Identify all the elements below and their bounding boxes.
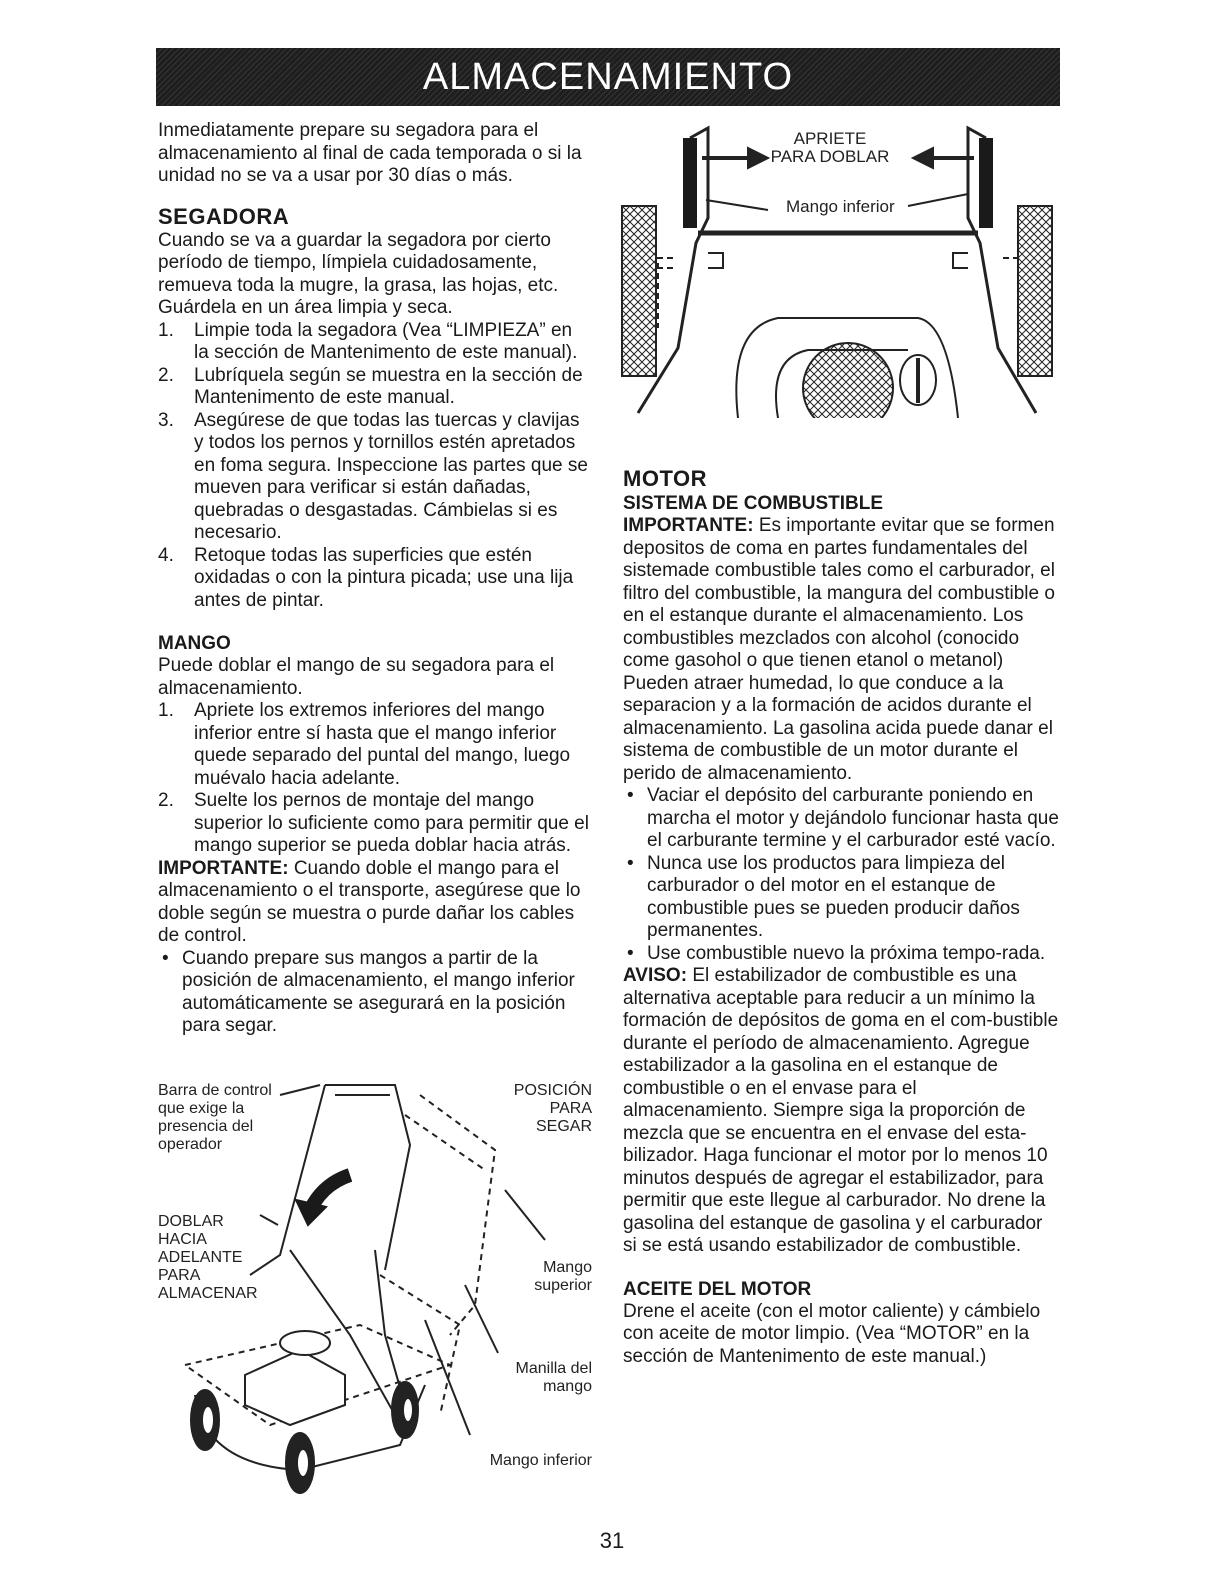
- list-item: • Vaciar el depósito del carburante poniendo en marcha el motor y dejándolo funcionar hasta que el carburante termine y el carburador esté vacío.: [627, 785, 1059, 851]
- mango-heading: MANGO: [158, 633, 231, 654]
- list-item: 3. Asegúrese de que todas las tuercas y clavijas y todos los pernos y tornillos estén apretados en foma segura. Inspeccione las partes que se mueven para verificar si están dañadas, quebradas o desgastadas. Cámbielas si es necesario.: [158, 409, 588, 543]
- left-column: [158, 120, 590, 1038]
- mango-steps: [158, 700, 590, 858]
- segadora-steps: [158, 320, 590, 613]
- aviso-text: AVISO: El estabilizador de combustible es una alternativa aceptable para reducir a un mínimo la formación de depósitos de goma en el com-bustible durante el período de almacenamiento. Agregue estabilizador a la gasolina en el estanque de combustible o en el envase para el almacenamiento. Siempre siga la proporción de mezcla que se encuentra en el envase del esta-bilizador. Haga funcionar el motor por lo menos 10 minutos después de agregar el estabilizador, para permitir que este llegue al carburador. No drene la gasolina del estanque de gasolina y el carburador si se está usando estabilizador de combustible.: [623, 965, 1059, 1256]
- list-item: 1. Limpie toda la segadora (Vea “LIMPIEZA” en la sección de Mantenimento de este manual).: [158, 319, 578, 363]
- segadora-heading: SEGADORA: [158, 203, 290, 229]
- mango-important: IMPORTANTE: Cuando doble el mango para el almacenamiento o el transporte, asegúrese que lo doble según se muestra o purde dañar los cables de control.: [158, 857, 581, 946]
- fuel-system-heading: SISTEMA DE COMBUSTIBLE: [623, 493, 884, 514]
- right-column: [623, 466, 1059, 1368]
- mango-bullets: [158, 948, 590, 1038]
- doblar-label: DOBLAR HACIA ADELANTE PARA ALMACENAR: [158, 1213, 258, 1302]
- posicion-segar-label: POSICIÓN PARA SEGAR: [513, 1082, 592, 1135]
- list-item: 4. Retoque todas las superficies que estén oxidadas o con la pintura picada; use una lija antes de pintar.: [158, 544, 574, 611]
- mango-inferior-label: Mango inferior: [489, 1452, 592, 1469]
- page-number: 31: [599, 1528, 625, 1553]
- page-title: ALMACENAMIENTO: [422, 55, 794, 98]
- mango-text: Puede doblar el mango de su segadora para el almacenamiento.: [158, 655, 555, 699]
- mango-superior-label: Mango superior: [534, 1259, 592, 1294]
- oil-text: Drene el aceite (con el motor caliente) y cámbielo con aceite de motor limpio. (Vea “MOTOR” en la sección de Mantenimento de este manual.): [623, 1300, 1041, 1367]
- motor-bullets: [623, 785, 1059, 965]
- list-item: 2. Suelte los pernos de montaje del mango superior lo suficiente como para permitir que el mango superior se pueda doblar hacia atrás.: [158, 790, 589, 856]
- list-item: • Cuando prepare sus mangos a partir de la posición de almacenamiento, el mango inferior automáticamente se asegurará en la posición para segar.: [162, 947, 575, 1036]
- title-banner: [156, 48, 1060, 106]
- mango-inferior-right-label: Mango inferior: [782, 198, 899, 216]
- intro-text: Inmediatamente prepare su segadora para el almacenamiento al final de cada temporada o si la unidad no se va a usar por 30 días o más.: [158, 120, 582, 186]
- manilla-label: Manilla del mango: [515, 1360, 592, 1395]
- list-item: 1. Apriete los extremos inferiores del mango inferior entre sí hasta que el mango inferior quede separado del puntal del mango, luego muévalo hacia adelante.: [158, 700, 571, 789]
- segadora-text: Cuando se va a guardar la segadora por cierto período de tiempo, límpiela cuidadosamente, remueva toda la mugre, la grasa, las hojas, etc. Guárdela en un área limpia y seca.: [158, 229, 559, 318]
- list-item: • Use combustible nuevo la próxima tempo-rada.: [627, 942, 1046, 964]
- motor-heading: MOTOR: [623, 466, 707, 491]
- oil-heading: ACEITE DEL MOTOR: [623, 1278, 812, 1300]
- barra-control-label: Barra de control que exige la presencia del operador: [158, 1082, 272, 1153]
- list-item: • Nunca use los productos para limpieza del carburador o del motor en el estanque de combustible pues se pueden producir daños permanentes.: [627, 852, 1020, 941]
- apriete-label: APRIETE PARA DOBLAR: [770, 129, 890, 166]
- motor-important: IMPORTANTE: Es importante evitar que se formen depositos de coma en partes fundamentales del sistemade combustible tales como el carburador, el filtro del combustible, la mangura del combustible o en el estanque durante el almacenamiento. Los combustibles mezclados con alcohol (conocido come gasohol o que tienen etanol o metanol) Pueden atraer humedad, lo que conduce a la separacion y a la formación de acidos durante el almacenamiento. La gasolina acida puede danar el sistema de combustible de un motor durante el perido de almacenamiento.: [623, 515, 1055, 784]
- list-item: 2. Lubríquela según se muestra en la sección de Mantenimento de este manual.: [158, 364, 583, 408]
